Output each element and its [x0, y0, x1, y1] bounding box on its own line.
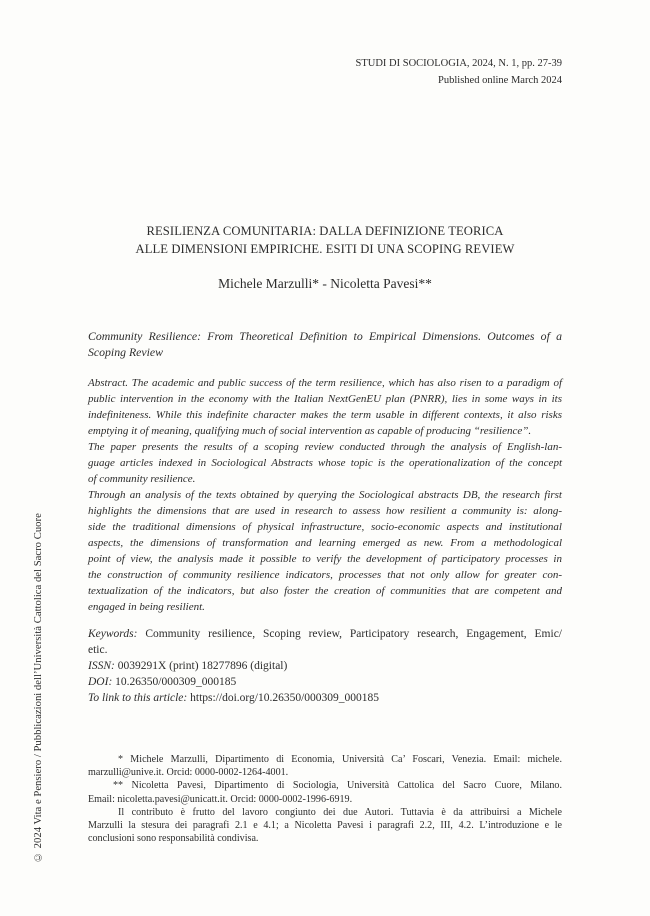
journal-citation: STUDI DI SOCIOLOGIA, 2024, N. 1, pp. 27-39 [355, 58, 562, 69]
journal-header [356, 55, 563, 89]
abstract [88, 375, 562, 615]
article-link[interactable]: https://doi.org/10.26350/000309_000185 [190, 692, 380, 704]
issn-value: 0039291X (print) 18277896 (digital) [117, 660, 288, 672]
footnote-line: Email: nicoletta.pavesi@unicatt.it. Orcid: 0000-0002-1996-6919. [88, 793, 353, 805]
footnote-line: ** Nicoletta Pavesi, Dipartimento di Sociologia, Università Cattolica del Sacro Cuore, Milano. [113, 780, 562, 792]
footnote-line: marzulli@unive.it. Orcid: 0000-0002-1264-4001. [88, 767, 289, 779]
abstract-line: Through an analysis of the texts obtained by querying the Sociological abstracts DB, the research first [88, 489, 562, 501]
footnote-line: * Michele Marzulli, Dipartimento di Economia, Università Ca’ Foscari, Venezia. Email: michele. [118, 754, 562, 765]
abstract-line: public intervention in the economy with the Italian NextGenEU plan (PNRR), lies in some ways in its [88, 393, 562, 405]
publication-date: Published online March 2024 [438, 75, 562, 86]
authors: Michele Marzulli* - Nicoletta Pavesi** [218, 276, 432, 291]
article-metadata [88, 626, 562, 706]
article-link-label: To link to this article: [88, 692, 188, 704]
keywords-line [88, 642, 562, 658]
paper-title [0, 222, 650, 258]
abstract-line: textualization of the indicators, but also foster the creation of communities that are competent and [88, 585, 562, 597]
abstract-line: The paper presents the results of a scoping review conducted through the analysis of English-lan- [88, 441, 562, 453]
abstract-line: highlights the dimensions that are used in research to assess how resilient a community is: along- [88, 505, 562, 517]
footnotes [88, 753, 562, 845]
english-title-line: Community Resilience: From Theoretical Definition to Empirical Dimensions. Outcomes of a [88, 329, 562, 343]
title-line: ALLE DIMENSIONI EMPIRICHE. ESITI DI UNA SCOPING REVIEW [135, 242, 515, 256]
title-line: RESILIENZA COMUNITARIA: DALLA DEFINIZIONE TEORICA [146, 224, 504, 238]
doi-label: DOI: [88, 676, 113, 688]
keywords-line [88, 626, 562, 642]
footnote-line: Il contributo è frutto del lavoro congiunto dei due Autori. Tuttavia è da attribuirsi a Michele [118, 806, 562, 818]
doi-line [88, 674, 562, 690]
keywords-label: Keywords: [88, 628, 138, 640]
copyright-notice: © 2024 Vita e Pensiero / Pubblicazioni dell’Università Cattolica del Sacro Cuore [32, 513, 44, 863]
abstract-line: side the traditional dimensions of physical infrastructure, socio-economic aspects and institutional [88, 521, 562, 533]
english-title-line: Scoping Review [88, 345, 164, 359]
keywords-text: Community resilience, Scoping review, Participatory research, Engagement, Emic/ [145, 628, 563, 640]
abstract-line: point of view, the analysis made it possible to verify the development of participatory processes in [88, 553, 562, 565]
keywords-text: etic. [88, 644, 108, 656]
abstract-line: engaged in being resilient. [88, 601, 205, 613]
english-title [88, 328, 562, 360]
abstract-line: the construction of community resilience indicators, processes that not only allow for greater con- [88, 569, 562, 581]
footnote-line: conclusioni sono responsabilità condivisa. [88, 833, 259, 845]
abstract-line: Abstract. The academic and public success of the term resilience, which has also risen to a paradigm of [88, 377, 562, 389]
abstract-line: of community resilience. [88, 473, 196, 485]
abstract-line: indefiniteness. While this indefinite character makes the term usable in different contexts, it also risks [88, 409, 562, 421]
issn-label: ISSN: [88, 660, 115, 672]
issn-line [88, 658, 562, 674]
abstract-line: aspects, the dimensions of transformation and learning emerged as new. From a methodological [88, 537, 562, 549]
doi-value: 10.26350/000309_000185 [115, 676, 237, 688]
abstract-line: emptying it of meaning, qualifying much of social intervention as capable of producing “resilience”. [88, 425, 532, 437]
abstract-line: guage articles indexed in Sociological Abstracts whose topic is the operationalization of the concept [88, 457, 562, 469]
footnote-line: Marzulli la stesura dei paragrafi 2.1 e 4.1; a Nicoletta Pavesi i paragrafi 2.2, III, 4.2. L’introduzione e le [88, 820, 562, 832]
article-link-line [88, 690, 562, 706]
